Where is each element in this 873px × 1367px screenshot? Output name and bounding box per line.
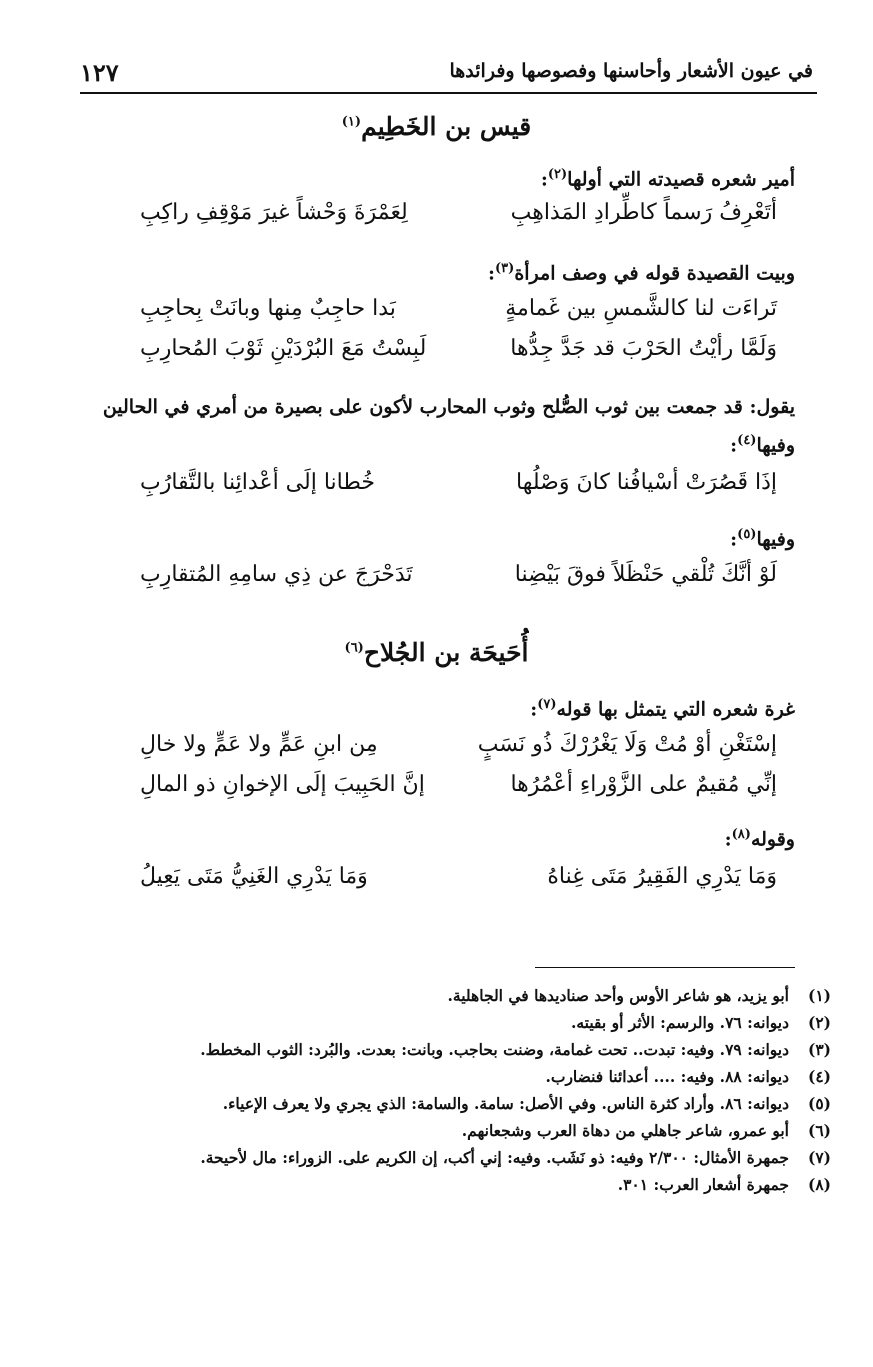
- section-heading-uhayha: [0, 638, 873, 667]
- section-heading-qays: [0, 112, 873, 141]
- footnote-text: أبو عمرو، شاعر جاهلي من دهاة العرب وشجعانهم.: [461, 1121, 789, 1140]
- footnote-marker: (٢): [547, 167, 568, 182]
- footnote-marker: (٥): [737, 527, 757, 542]
- verse-first-hemistich: وَلَمَّا رأيْتُ الحَرْبَ قد جَدَّ جِدُّها: [510, 336, 777, 361]
- verse-second-hemistich: إنَّ الحَبِيبَ إلَى الإخوانِ ذو المالِ: [140, 772, 425, 797]
- verse-second-hemistich: لِعَمْرَةَ وَحْشاً غيرَ مَوْقِفِ راكِبِ: [140, 200, 408, 225]
- footnote-text: ديوانه: ٧٩. وفيه: تبدت.. تحت غمامة، وضنت بحاجب. وبانت: بعدت. والبُرد: الثوب المخطط.: [200, 1040, 789, 1059]
- heading-text: قيس بن الخَطِيم: [361, 112, 532, 141]
- verse-first-hemistich: إسْتَغْنِ أوْ مُتْ وَلَا يَغْرُرْكَ ذُو نَسَبٍ: [477, 732, 777, 757]
- intro-colon: :: [530, 698, 538, 721]
- intro-text: أمير شعره قصيدته التي أولها: [567, 168, 795, 191]
- verse-1: [140, 200, 777, 242]
- footnote-number: (٥): [807, 1094, 831, 1113]
- verse-first-hemistich: وَمَا يَدْرِي الفَقِيرُ مَتَى غِناهُ: [547, 864, 777, 889]
- footnote: [82, 1063, 831, 1090]
- footnote: [82, 1117, 831, 1144]
- line-colon: :: [730, 528, 738, 551]
- line-3: [78, 518, 795, 556]
- intro-text: غرة شعره التي يتمثل بها قوله: [556, 698, 795, 721]
- footnote-text: جمهرة أشعار العرب: ٣٠١.: [617, 1175, 789, 1194]
- verse-second-hemistich: لَبِسْتُ مَعَ البُرْدَيْنِ ثَوْبَ المُحارِبِ: [140, 336, 427, 361]
- verse-second-hemistich: وَمَا يَدْرِي الغَنِيُّ مَتَى يَعِيلُ: [140, 864, 368, 889]
- running-title: في عيون الأشعار وأحاسنها وفصوصها وفرائدها: [449, 60, 813, 82]
- line-2: [78, 252, 795, 290]
- line-2: [78, 818, 795, 856]
- footnote: [82, 982, 831, 1009]
- footnotes: [82, 982, 831, 1198]
- verse-first-hemistich: إذَا قَصُرَتْ أسْيافُنا كانَ وَصْلُها: [516, 470, 777, 495]
- header-rule: [80, 92, 817, 94]
- intro-line: [78, 688, 795, 726]
- footnote-number: (٣): [807, 1040, 831, 1059]
- verse-first-hemistich: إنِّي مُقيمٌ على الزَّوْراءِ أعْمُرُها: [510, 772, 777, 797]
- footnote-number: (١): [807, 986, 831, 1005]
- commentary-paragraph: [78, 390, 795, 462]
- intro-colon: :: [540, 168, 548, 191]
- line-colon: :: [724, 828, 732, 851]
- footnote-number: (٧): [807, 1148, 831, 1167]
- footnote-marker: (٦): [344, 640, 364, 656]
- footnote-text: ديوانه: ٧٦. والرسم: الأثر أو بقيته.: [570, 1013, 789, 1032]
- footnote: [82, 1171, 831, 1198]
- footnote-marker: (١): [341, 114, 362, 130]
- verse-first-hemistich: تَراءَت لنا كالشَّمسِ بين غَمامةٍ: [505, 296, 777, 321]
- verse-8: [140, 864, 777, 906]
- verse-second-hemistich: خُطانا إلَى أعْدائِنا بالتَّقارُبِ: [140, 470, 376, 495]
- footnote-number: (٤): [807, 1067, 831, 1086]
- footnote-rule: [535, 967, 795, 968]
- line-colon: :: [488, 262, 496, 285]
- heading-text: أُحَيحَة بن الجُلاح: [363, 638, 529, 667]
- verse-6: [140, 732, 777, 774]
- paragraph-text: يقول: قد جمعت بين ثوب الصُّلح وثوب المحارب لأكون على بصيرة من أمري في الحالين وفيها: [102, 396, 795, 457]
- line-text: وفيها: [756, 528, 795, 551]
- footnote-number: (٦): [807, 1121, 831, 1140]
- footnote-marker: (٤): [737, 433, 757, 448]
- footnote: [82, 1009, 831, 1036]
- footnote: [82, 1090, 831, 1117]
- verse-4: [140, 470, 777, 512]
- intro-line: [78, 158, 795, 196]
- verse-first-hemistich: أتَعْرِفُ رَسماً كاطِّرادِ المَذاهِبِ: [510, 200, 777, 225]
- verse-2: [140, 296, 777, 338]
- line-text: وقوله: [750, 828, 795, 851]
- footnote-text: ديوانه: ٨٦. وأراد كثرة الناس. وفي الأصل: سامة. والسامة: الذي يجري ولا يعرف الإعياء.: [222, 1094, 789, 1113]
- verse-3: [140, 336, 777, 378]
- footnote-number: (٨): [807, 1175, 831, 1194]
- footnote-marker: (٧): [537, 697, 557, 712]
- footnote-marker: (٨): [731, 827, 751, 842]
- verse-first-hemistich: لَوْ أنَّكَ تُلْقي حَنْظَلاً فوقَ بَيْضِنا: [514, 562, 777, 587]
- footnote-text: ديوانه: ٨٨. وفيه: .... أعدائنا فنضارب.: [545, 1067, 789, 1086]
- footnote-text: أبو يزيد، هو شاعر الأوس وأحد صناديدها في الجاهلية.: [447, 986, 789, 1005]
- footnote: [82, 1036, 831, 1063]
- paragraph-colon: :: [730, 434, 738, 457]
- page-number: ١٢٧: [80, 58, 119, 87]
- verse-second-hemistich: تَدَحْرَجَ عن ذِي سامِهِ المُتقارِبِ: [140, 562, 413, 587]
- line-text: وبيت القصيدة قوله في وصف امرأة: [514, 262, 795, 285]
- verse-second-hemistich: مِن ابنِ عَمٍّ ولا عَمٍّ ولا خالِ: [140, 732, 378, 757]
- footnote-text: جمهرة الأمثال: ٢/٣٠٠ وفيه: ذو نَشَب. وفيه: إني أكب، إن الكريم على. الزوراء: مال لأحيحة.: [200, 1148, 789, 1167]
- footnote: [82, 1144, 831, 1171]
- footnote-marker: (٣): [495, 261, 515, 276]
- footnote-number: (٢): [807, 1013, 831, 1032]
- verse-5: [140, 562, 777, 604]
- verse-second-hemistich: بَدا حاجِبٌ مِنها وبانَتْ بِحاجِبِ: [140, 296, 396, 321]
- running-header: [80, 58, 813, 92]
- verse-7: [140, 772, 777, 814]
